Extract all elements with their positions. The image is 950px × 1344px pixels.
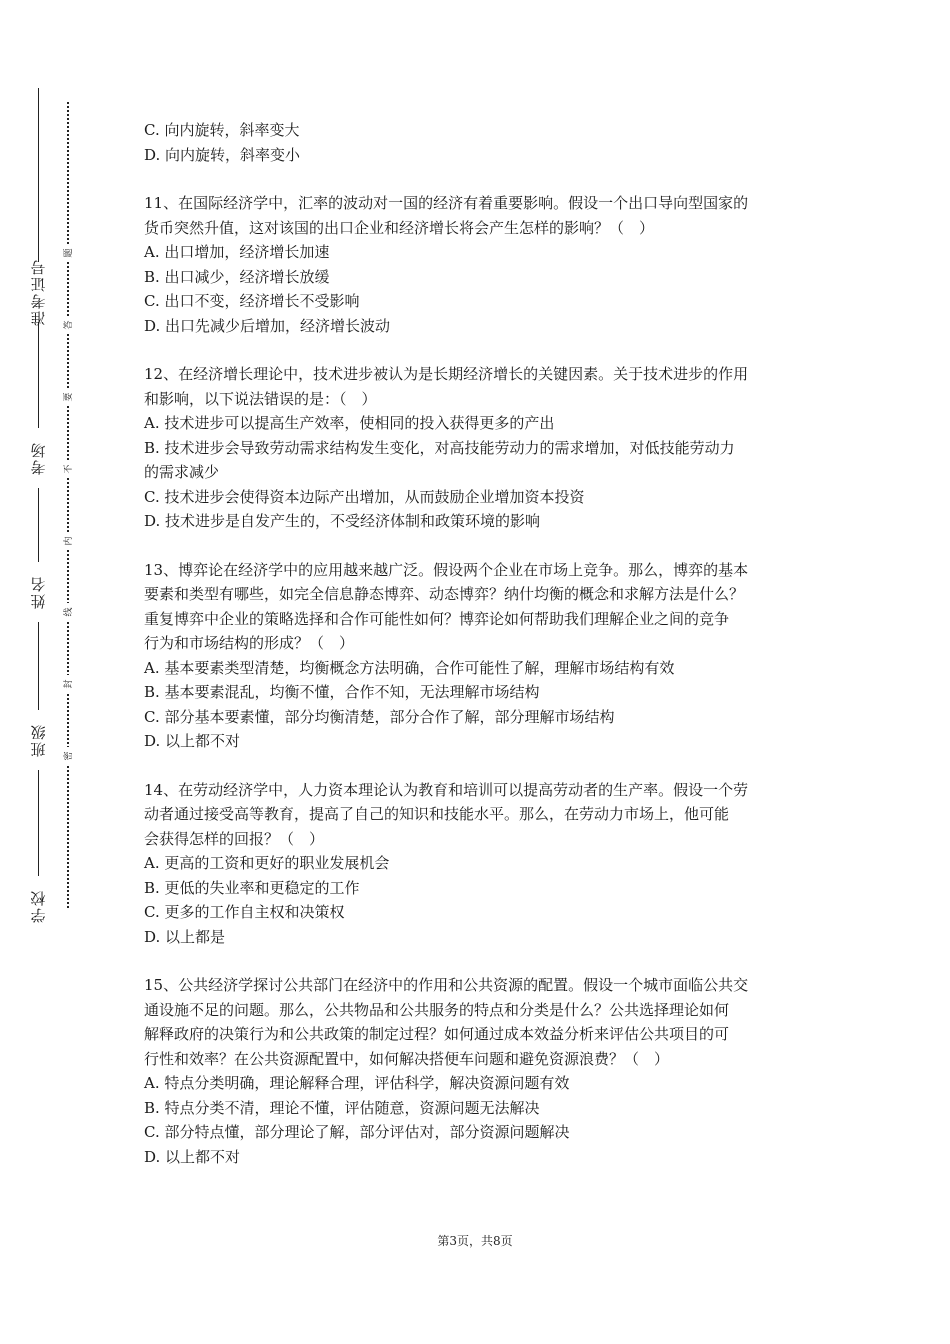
option-c: C. 更多的工作自主权和决策权 [144, 903, 345, 921]
question-stem: 重复博弈中企业的策略选择和合作可能性如何？博弈论如何帮助我们理解企业之间的竞争 [144, 609, 730, 628]
option-c: C. 技术进步会使得资本边际产出增加，从而鼓励企业增加资本投资 [144, 487, 585, 506]
option-d: D. 向内旋转，斜率变小 [144, 145, 301, 164]
option-a: A. 特点分类明确，理论解释合理，评估科学，解决资源问题有效 [144, 1074, 570, 1092]
question-11 [144, 191, 814, 338]
class-label: 班级 [22, 710, 54, 770]
option-c: C. 出口不变，经济增长不受影响 [144, 292, 360, 310]
question-stem: 11、在国际经济学中，汇率的波动对一国的经济有着重要影响。假设一个出口导向型国家的 [144, 194, 749, 212]
binding-solid-line [38, 88, 39, 928]
seal-char: 封 [58, 675, 76, 693]
question-stem: 解释政府的决策行为和公共政策的制定过程？如何通过成本效益分析来评估公共项目的可 [144, 1025, 730, 1043]
option-d: D. 技术进步是自发产生的，不受经济体制和政策环境的影响 [144, 512, 541, 530]
option-a: A. 技术进步可以提高生产效率，使相同的投入获得更多的产出 [144, 414, 555, 432]
option-c: C. 部分基本要素懂，部分均衡清楚，部分合作了解，部分理解市场结构 [144, 707, 615, 726]
exam-room-label: 考场 [22, 428, 54, 488]
option-b: B. 更低的失业率和更稳定的工作 [144, 878, 360, 897]
option-b-continued: 的需求减少 [144, 463, 220, 481]
q10-remaining-options [144, 118, 814, 167]
question-stem: 15、公共经济学探讨公共部门在经济中的作用和公共资源的配置。假设一个城市面临公共交 [144, 976, 749, 994]
seal-char: 不 [58, 460, 76, 478]
question-stem: 14、在劳动经济学中，人力资本理论认为教育和培训可以提高劳动者的生产率。假设一个劳 [144, 780, 749, 799]
option-c: C. 部分特点懂，部分理论了解，部分评估对，部分资源问题解决 [144, 1123, 570, 1141]
student-name-label: 姓名 [22, 562, 54, 622]
seal-char: 内 [58, 532, 76, 550]
question-stem: 通设施不足的问题。那么，公共物品和公共服务的特点和分类是什么？公共选择理论如何 [144, 1000, 730, 1019]
option-d: D. 以上都是 [144, 927, 226, 946]
question-stem: 要素和类型有哪些，如完全信息静态博弈、动态博弈？纳什均衡的概念和求解方法是什么？ [144, 585, 745, 603]
seal-char: 密 [58, 747, 76, 765]
page-number: 第3页，共8页 [437, 1234, 513, 1248]
option-a: A. 基本要素类型清楚，均衡概念方法明确，合作可能性了解，理解市场结构有效 [144, 658, 675, 677]
question-15 [144, 973, 814, 1169]
option-d: D. 以上都不对 [144, 1147, 241, 1166]
seal-char: 要 [58, 388, 76, 406]
option-b: B. 技术进步会导致劳动需求结构发生变化，对高技能劳动力的需求增加，对低技能劳动力 [144, 438, 735, 457]
question-stem: 会获得怎样的回报？（ ） [144, 829, 325, 848]
option-b: B. 特点分类不清，理论不懂，评估随意，资源问题无法解决 [144, 1098, 540, 1117]
option-a: A. 出口增加，经济增长加速 [144, 243, 330, 261]
option-c: C. 向内旋转，斜率变大 [144, 121, 300, 139]
option-b: B. 基本要素混乱，均衡不懂，合作不知，无法理解市场结构 [144, 683, 540, 701]
seal-char: 题 [58, 244, 76, 262]
question-stem: 行性和效率？在公共资源配置中，如何解决搭便车问题和避免资源浪费？（ ） [144, 1049, 670, 1068]
school-label: 学校 [22, 876, 54, 936]
question-stem: 动者通过接受高等教育，提高了自己的知识和技能水平。那么，在劳动力市场上，他可能 [144, 805, 730, 823]
option-d: D. 以上都不对 [144, 732, 241, 750]
seal-char: 线 [58, 603, 76, 621]
exam-number-label: 准考证号 [22, 262, 54, 322]
option-d: D. 出口先减少后增加，经济增长波动 [144, 316, 391, 335]
question-14 [144, 778, 814, 950]
option-b: B. 出口减少，经济增长放缓 [144, 267, 330, 286]
exam-content [144, 118, 814, 1169]
question-stem: 12、在经济增长理论中，技术进步被认为是长期经济增长的关键因素。关于技术进步的作用 [144, 365, 749, 383]
question-12 [144, 362, 814, 534]
question-stem: 和影响，以下说法错误的是：（ ） [144, 389, 377, 408]
question-stem: 货币突然升值，这对该国的出口企业和经济增长将会产生怎样的影响？（ ） [144, 218, 655, 237]
option-a: A. 更高的工资和更好的职业发展机会 [144, 854, 390, 872]
seal-dotted-line [67, 102, 69, 908]
question-stem: 行为和市场结构的形成？（ ） [144, 634, 355, 652]
seal-char: 答 [58, 316, 76, 334]
question-stem: 13、博弈论在经济学中的应用越来越广泛。假设两个企业在市场上竞争。那么，博弈的基本 [144, 560, 749, 579]
question-13 [144, 558, 814, 754]
